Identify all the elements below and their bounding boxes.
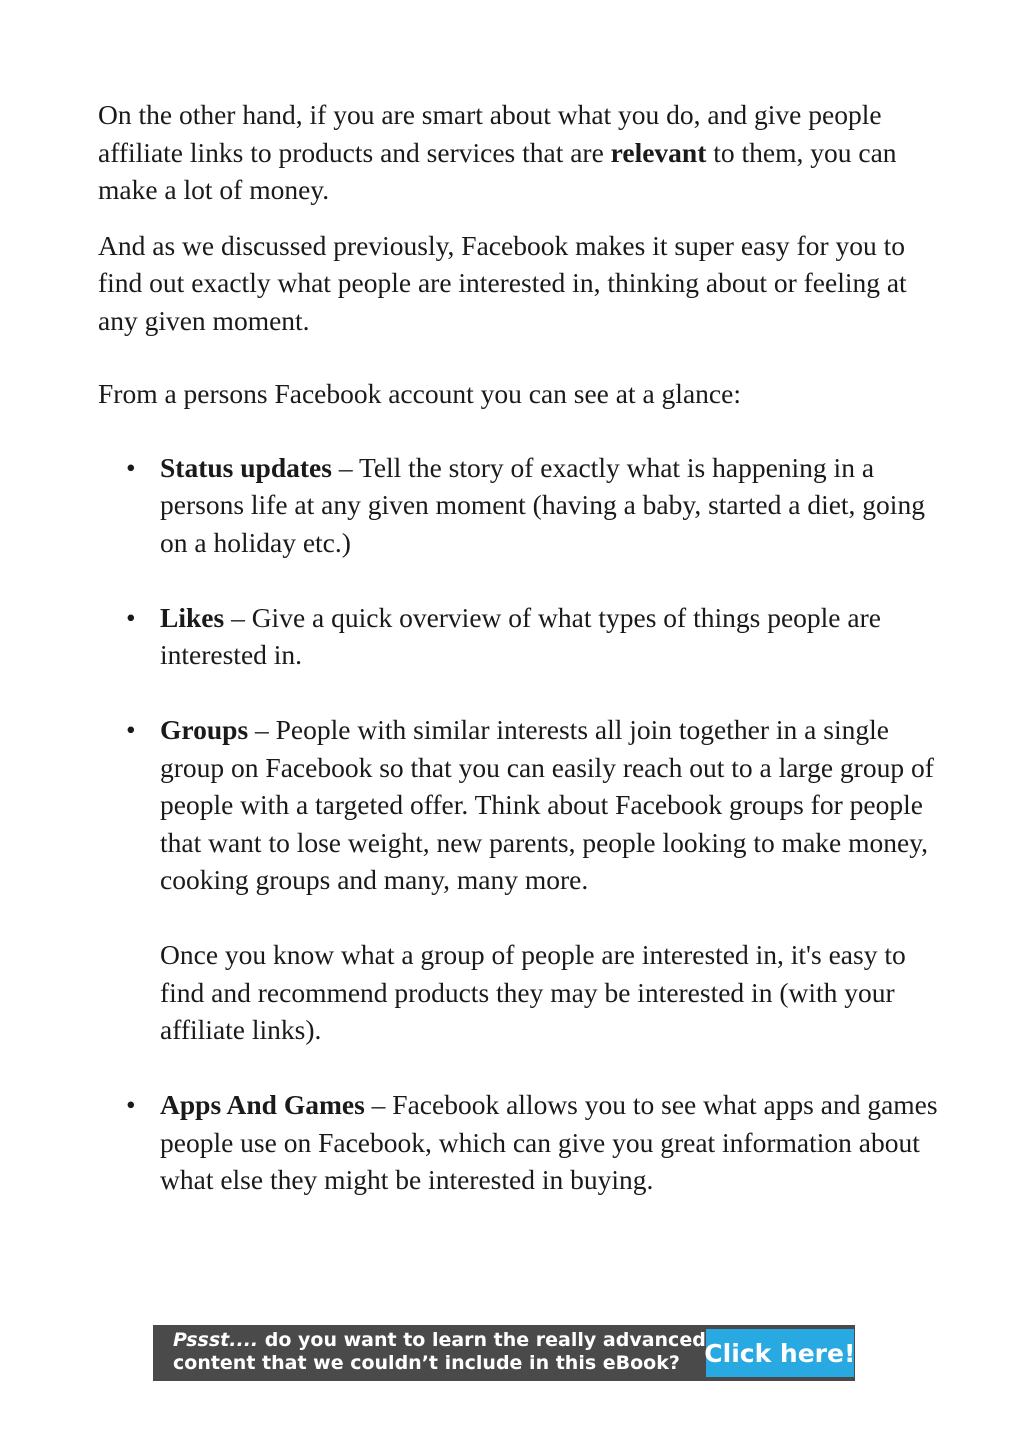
paragraph-text: to them, you can make a lot of money. [98, 136, 897, 205]
promo-line-1-rest: do you want to learn the really advanced [258, 1329, 706, 1351]
list-item-apps-and-games [98, 1086, 950, 1199]
list-item-groups [98, 711, 950, 1049]
click-here-button[interactable]: Click here! [706, 1329, 854, 1377]
promo-line-1 [173, 1329, 706, 1352]
bullet-description: – People with similar interests all join together in a single group on Facebook so that you can easily reach out to a large group of people with a targeted offer. Think about Facebook groups for people that want to lose weight, new parents, people looking to make money, cooking groups and many, many more. [160, 714, 934, 895]
paragraph-affiliate-links [98, 96, 948, 209]
groups-followup-text: Once you know what a group of people are interested in, it's easy to find and recommend products they may be interested in (with your affiliate links). [160, 939, 906, 1045]
bold-relevant: relevant [610, 136, 707, 168]
list-item-text [160, 449, 950, 562]
list-item-likes [98, 599, 950, 674]
bullet-title: Likes [160, 601, 225, 633]
promo-lead: Pssst.... [173, 1329, 259, 1351]
bullet-title: Apps And Games [160, 1089, 365, 1120]
document-body [98, 96, 948, 1236]
list-item-status-updates [98, 449, 950, 562]
paragraph-text: On the other hand, if you are smart about what you do, and give people affiliate links to products and services that are [98, 99, 882, 168]
promo-line-2: content that we couldn’t include in this eBook? [173, 1352, 680, 1374]
list-item-text [160, 711, 950, 899]
list-item-text [160, 599, 950, 674]
bullet-description: – Tell the story of exactly what is happening in a persons life at any given moment (having a baby, started a diet, going on a holiday etc.) [160, 451, 925, 558]
paragraph-facebook-easy: And as we discussed previously, Facebook makes it super easy for you to find out exactly what people are interested in, thinking about or feeling at any given moment. [98, 229, 907, 336]
list-item-text [160, 1086, 950, 1199]
bullet-description: – Facebook allows you to see what apps and games people use on Facebook, which can give you great information about what else they might be interested in buying. [160, 1089, 938, 1195]
bullet-description: – Give a quick overview of what types of things people are interested in. [160, 601, 881, 670]
bullet-title: Groups [160, 714, 249, 745]
bullet-title: Status updates [160, 451, 332, 483]
bullet-list [98, 449, 948, 1199]
promo-banner-text [153, 1325, 706, 1381]
promo-banner[interactable] [153, 1325, 855, 1381]
paragraph-glance-intro: From a persons Facebook account you can see at a glance: [98, 378, 741, 409]
